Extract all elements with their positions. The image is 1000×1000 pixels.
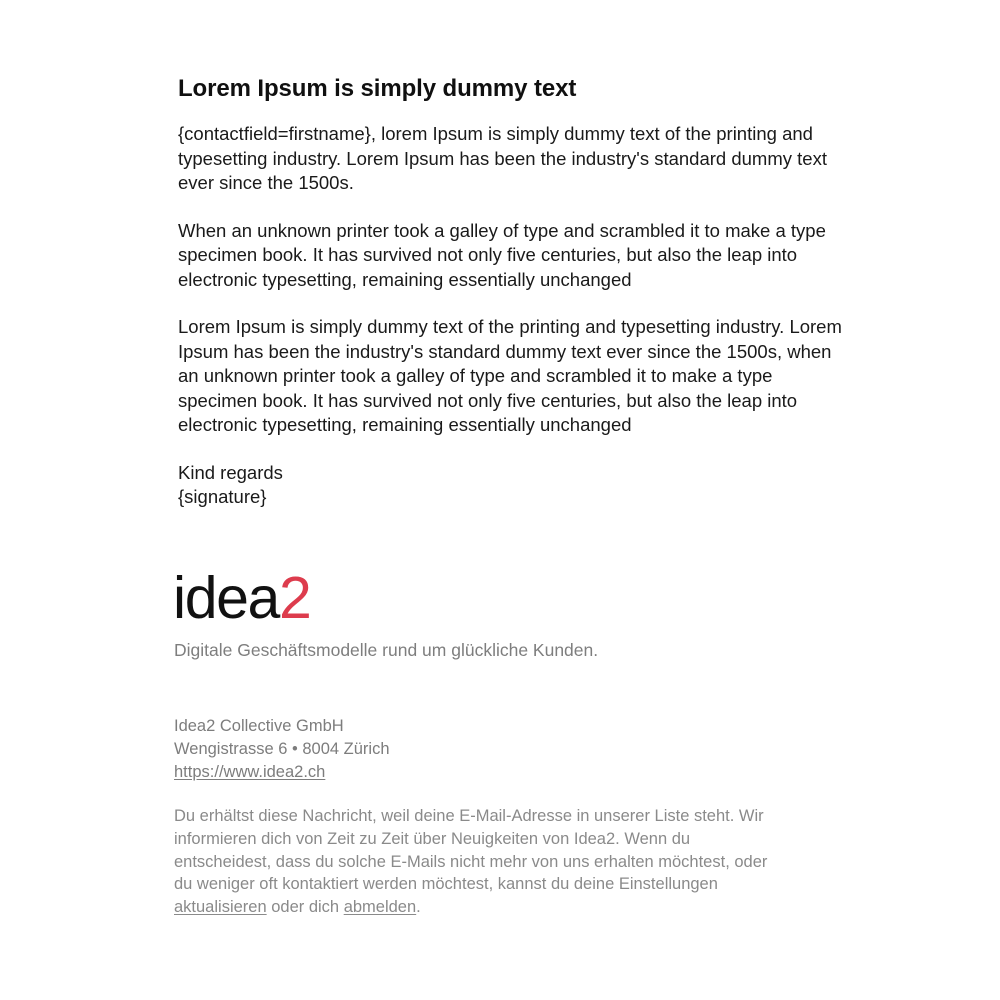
message-paragraph-3: Lorem Ipsum is simply dummy text of the printing and typesetting industry. Lorem Ipsum has been the industry's standard dummy text ever since the 1500s, when an unknown printer took a galley of type and scrambled it to make a type specimen book. It has survived not only five centuries, but also the leap into electronic typesetting, remaining essentially unchanged — [178, 316, 842, 435]
page-title: Lorem Ipsum is simply dummy text — [178, 75, 577, 102]
message-paragraph-1: {contactfield=firstname}, lorem Ipsum is simply dummy text of the printing and typesetting industry. Lorem Ipsum has been the industry's standard dummy text ever since the 1500s. — [178, 123, 827, 193]
brand-logo — [173, 566, 853, 630]
message-paragraph-2: When an unknown printer took a galley of type and scrambled it to make a type specimen book. It has survived not only five centuries, but also the leap into electronic typesetting, remaining essentially unchanged — [178, 219, 826, 290]
footer-conjunction-text: oder dich — [266, 898, 344, 917]
legal-footer — [174, 805, 786, 919]
company-address-block — [174, 715, 854, 784]
company-name: Idea2 Collective GmbH — [174, 717, 344, 735]
company-street-city: Wengistrasse 6 • 8004 Zürich — [174, 740, 390, 758]
unsubscribe-link[interactable]: abmelden — [343, 898, 417, 917]
footer-trailing-text: . — [416, 898, 421, 917]
brand-logo-wordmark: idea — [173, 565, 279, 631]
signature-merge-token: {signature} — [178, 486, 267, 507]
update-preferences-link[interactable]: aktualisieren — [174, 898, 267, 917]
message-signoff-block — [178, 461, 850, 510]
footer-disclaimer-text: Du erhältst diese Nachricht, weil deine E-Mail-Adresse in unserer Liste steht. Wir informieren dich von Zeit zu Zeit über Neuigkeiten von Idea2. Wenn du entscheidest, dass du solche E-Mails nicht mehr von uns erhalten möchtest, oder du weniger oft kontaktiert werden möchtest, kannst du deine Einstellungen — [174, 807, 768, 894]
brand-logo-accent-digit: 2 — [278, 565, 311, 631]
brand-signature — [173, 566, 853, 662]
brand-tagline: Digitale Geschäftsmodelle rund um glückliche Kunden. — [174, 640, 599, 660]
email-message-body — [178, 74, 850, 510]
company-website-link[interactable]: https://www.idea2.ch — [174, 763, 326, 781]
signoff-greeting: Kind regards — [178, 461, 283, 483]
